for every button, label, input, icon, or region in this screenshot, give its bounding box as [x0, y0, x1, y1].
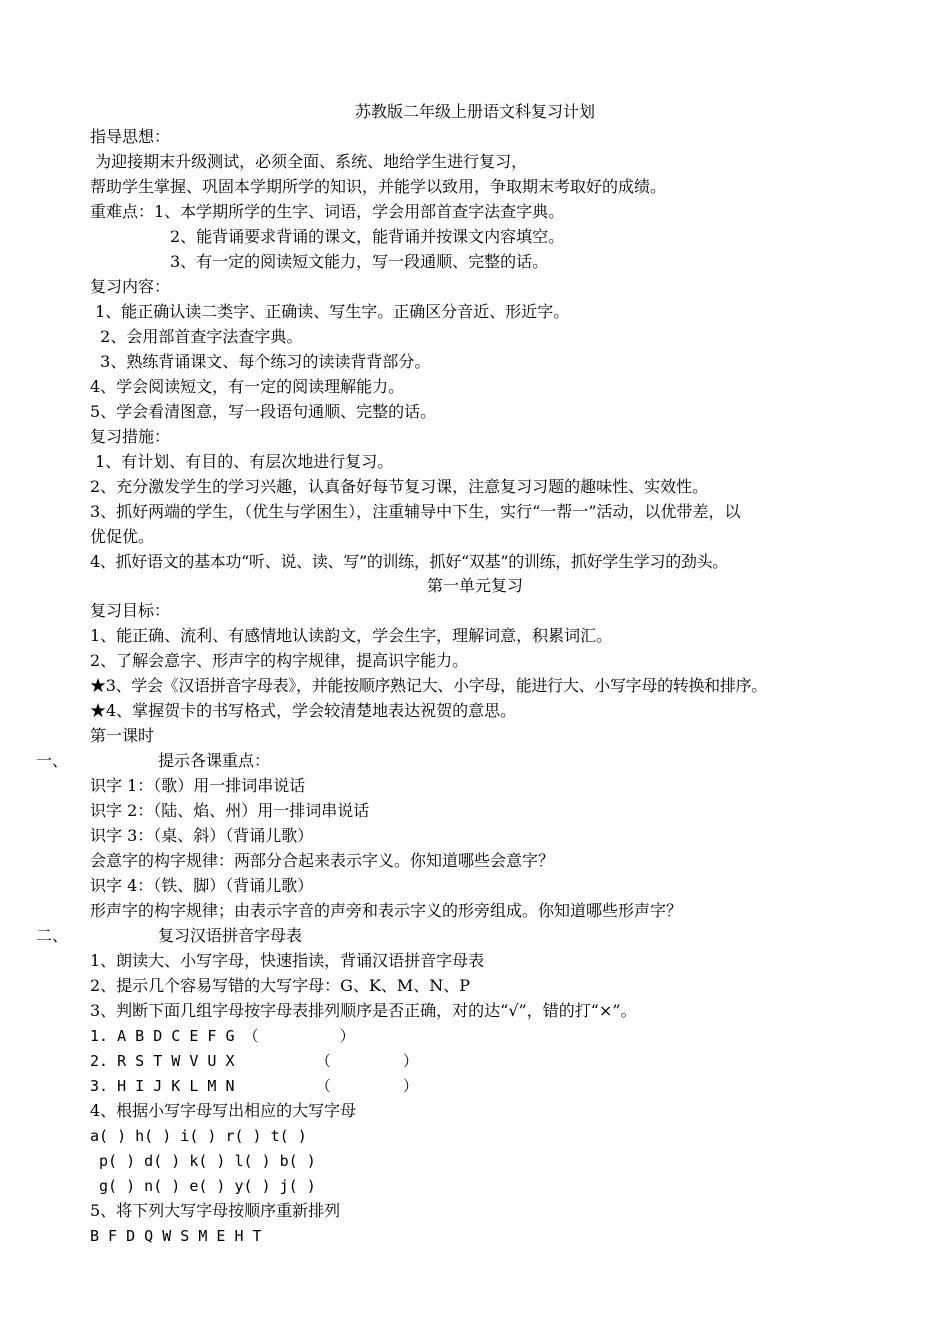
pinyin-item-1: 1、朗读大、小写字母，快速指读，背诵汉语拼音字母表 — [90, 951, 485, 970]
goal-item-2: 2、了解会意字、形声字的构字规律，提高识字能力。 — [90, 651, 469, 670]
unit1-title: 第一单元复习 — [426, 576, 523, 595]
shizi-1: 识字 1：（歌）用一排词串说话 — [90, 776, 306, 795]
measures-heading: 复习措施： — [90, 427, 171, 446]
goals-heading: 复习目标： — [90, 601, 171, 620]
xingsheng-rule: 形声字的构字规律；由表示字音的声旁和表示字义的形旁组成。你知道哪些形声字？ — [90, 901, 683, 920]
content-item-2: 2、会用部首查字法查字典。 — [90, 327, 303, 346]
section-2-title: 复习汉语拼音字母表 — [158, 926, 303, 945]
key-point-2: 2、能背诵要求背诵的课文，能背诵并按课文内容填空。 — [170, 227, 565, 246]
goal-item-3: ★3、学会《汉语拼音字母表》，并能按顺序熟记大、小字母，能进行大、小写字母的转换和排序。 — [90, 676, 767, 695]
lowercase-row-1: a( ) h( ) i( ) r( ) t( ) — [90, 1127, 307, 1145]
pinyin-item-2: 2、提示几个容易写错的大写字母：G、K、M、N、P — [90, 976, 471, 995]
guiding-heading: 指导思想： — [90, 127, 171, 146]
measure-item-1: 1、有计划、有目的、有层次地进行复习。 — [90, 452, 394, 471]
shizi-4: 识字 4：（铁、脚）（背诵儿歌） — [90, 876, 314, 895]
guiding-line-2: 帮助学生掌握、巩固本学期所学的知识，并能学以致用，争取期末考取好的成绩。 — [90, 177, 667, 196]
judge-row-3: 3. H I J K L M N （ ） — [90, 1077, 419, 1095]
goal-item-4: ★4、掌握贺卡的书写格式，学会较清楚地表达祝贺的意思。 — [90, 701, 517, 720]
pinyin-item-5: 5、将下列大写字母按顺序重新排列 — [90, 1201, 341, 1220]
lowercase-row-3: g( ) n( ) e( ) y( ) j( ) — [90, 1177, 316, 1195]
key-point-3: 3、有一定的阅读短文能力，写一段通顺、完整的话。 — [170, 252, 549, 271]
document-title: 苏教版二年级上册语文科复习计划 — [354, 102, 595, 121]
pinyin-item-4: 4、根据小写字母写出相应的大写字母 — [90, 1101, 357, 1120]
key-point-1: 重难点：1、本学期所学的生字、词语，学会用部首查字法查字典。 — [90, 202, 565, 221]
judge-row-1: 1. A B D C E F G （ ） — [90, 1027, 355, 1045]
judge-row-2: 2. R S T W V U X （ ） — [90, 1052, 419, 1070]
content-item-5: 5、学会看清图意，写一段语句通顺、完整的话。 — [90, 402, 437, 421]
goal-item-1: 1、能正确、流利、有感情地认读韵文，学会生字，理解词意，积累词汇。 — [90, 626, 613, 645]
pinyin-item-3: 3、判断下面几组字母按字母表排列顺序是否正确，对的达“√”，错的打“×”。 — [90, 1001, 637, 1020]
measure-item-3: 3、抓好两端的学生，（优生与学困生），注重辅导中下生，实行“一帮一”活动，以优带差，以 — [90, 502, 741, 521]
measure-item-2: 2、充分激发学生的学习兴趣，认真备好每节复习课，注意复习习题的趣味性、实效性。 — [90, 477, 709, 496]
content-heading: 复习内容： — [90, 277, 171, 296]
huiyi-rule: 会意字的构字规律：两部分合起来表示字义。你知道哪些会意字？ — [90, 851, 555, 870]
section-1-number: 一、 — [36, 751, 69, 770]
shizi-2: 识字 2：（陆、焰、州）用一排词串说话 — [90, 801, 370, 820]
content-item-4: 4、学会阅读短文，有一定的阅读理解能力。 — [90, 377, 405, 396]
lowercase-row-2: p( ) d( ) k( ) l( ) b( ) — [90, 1152, 316, 1170]
shizi-3: 识字 3：（桌、斜）（背诵儿歌） — [90, 826, 314, 845]
section-2-number: 二、 — [36, 926, 69, 945]
content-item-3: 3、熟练背诵课文、每个练习的读读背背部分。 — [90, 352, 431, 371]
lesson-1-heading: 第一课时 — [90, 726, 155, 745]
measure-item-3-cont: 优促优。 — [90, 527, 155, 546]
content-item-1: 1、能正确认读二类字、正确读、写生字。正确区分音近、形近字。 — [90, 302, 570, 321]
section-1-title: 提示各课重点： — [158, 751, 271, 770]
guiding-line-1: 为迎接期末升级测试，必须全面、系统、地给学生进行复习， — [90, 152, 528, 171]
measure-item-4: 4、抓好语文的基本功“听、说、读、写”的训练，抓好“双基”的训练，抓好学生学习的劲头。 — [90, 552, 729, 571]
reorder-letters: B F D Q W S M E H T — [90, 1227, 262, 1245]
